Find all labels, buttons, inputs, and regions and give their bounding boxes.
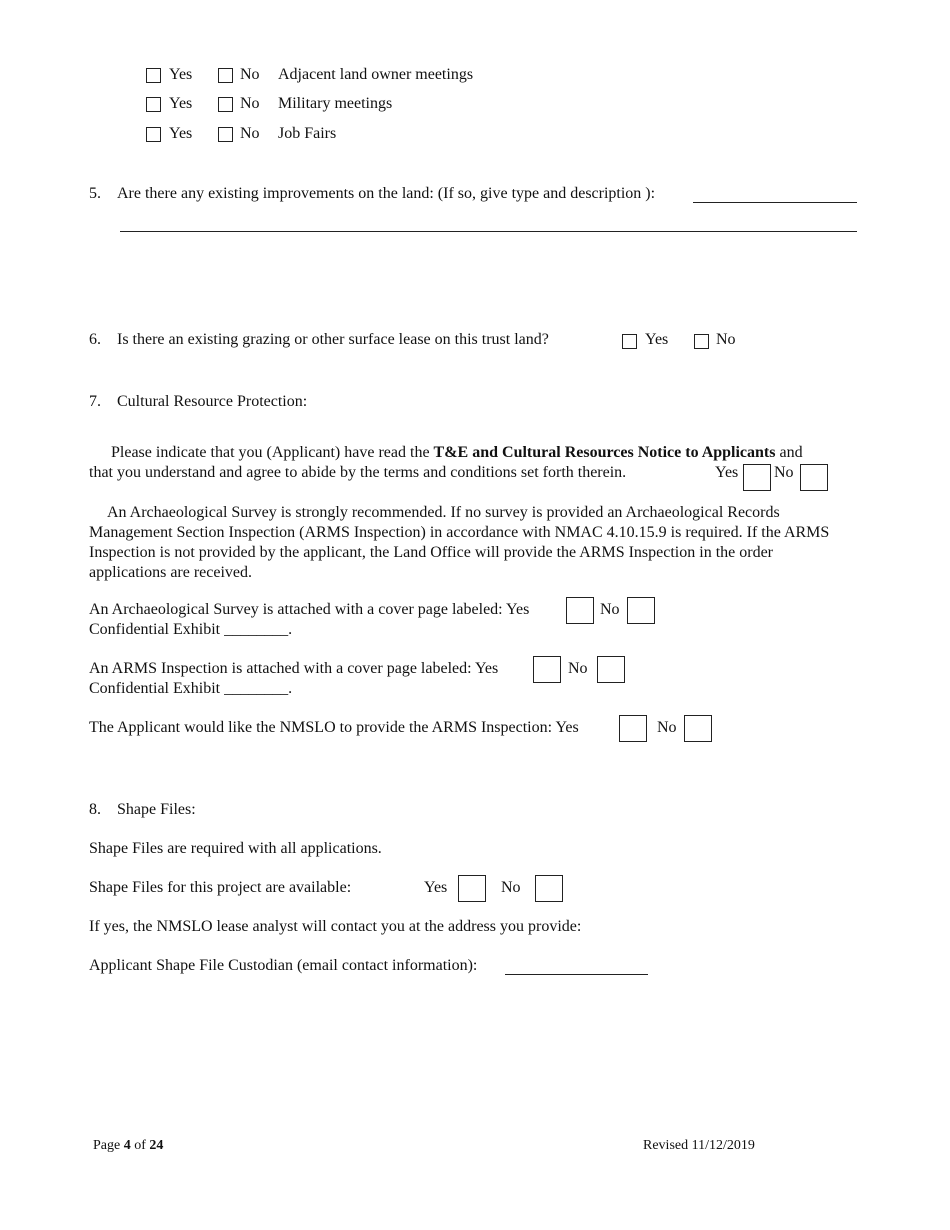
notice-title: T&E and Cultural Resources Notice to Applicants [433,444,776,461]
yes-label: Yes [169,66,193,83]
no-checkbox[interactable] [218,68,233,83]
q8-title: Shape Files: [117,801,196,818]
q7-title: Cultural Resource Protection: [117,393,308,410]
q6-yes-label: Yes [645,331,669,348]
q6-number: 6. [89,331,101,348]
q5-number: 5. [89,185,101,202]
notice-yes-label: Yes [715,464,739,481]
no-checkbox[interactable] [218,97,233,112]
q6-no-label: No [716,331,736,348]
outreach-label: Military meetings [278,95,393,112]
arms-no-label: No [568,660,588,677]
arms-exhibit-text: Confidential Exhibit ________. [89,680,293,697]
page-of: of [130,1138,150,1153]
q8-number: 8. [89,801,101,818]
q6-text: Is there an existing grazing or other surface lease on this trust land? [117,331,549,348]
shape-no-box[interactable] [535,875,563,902]
survey-yes-box[interactable] [566,597,594,624]
notice-no-label: No [774,464,794,481]
contact-text: If yes, the NMSLO lease analyst will contact you at the address you provide: [89,918,582,935]
notice-text-post: and [775,444,803,461]
custodian-email-line[interactable] [505,974,648,975]
page-current: 4 [123,1138,131,1153]
nmslo-yes-box[interactable] [619,715,647,742]
revised-date: Revised 11/12/2019 [643,1138,755,1153]
page-total: 24 [149,1138,164,1153]
no-label: No [240,66,260,83]
no-label: No [240,125,260,142]
shape-yes-label: Yes [424,879,448,896]
q5-answer-line-2[interactable] [120,231,857,232]
q5-text: Are there any existing improvements on the land: (If so, give type and description ): [117,185,656,202]
nmslo-no-box[interactable] [684,715,712,742]
yes-label: Yes [169,125,193,142]
yes-label: Yes [169,95,193,112]
q6-yes-checkbox[interactable] [622,334,637,349]
page-prefix: Page [93,1138,124,1153]
shape-yes-box[interactable] [458,875,486,902]
no-label: No [240,95,260,112]
shape-files-available: Shape Files for this project are available: [89,879,352,896]
arms-yes-box[interactable] [533,656,561,683]
shape-no-label: No [501,879,521,896]
yes-checkbox[interactable] [146,97,161,112]
q6-no-checkbox[interactable] [694,334,709,349]
outreach-label: Job Fairs [278,125,337,142]
page-number [93,1138,163,1154]
no-checkbox[interactable] [218,127,233,142]
nmslo-no-label: No [657,719,677,736]
notice-text-pre: Please indicate that you (Applicant) have read the [111,444,434,461]
survey-exhibit-text: Confidential Exhibit ________. [89,621,293,638]
arms-no-box[interactable] [597,656,625,683]
q7-number: 7. [89,393,101,410]
custodian-label: Applicant Shape File Custodian (email contact information): [89,957,478,974]
yes-checkbox[interactable] [146,127,161,142]
outreach-label: Adjacent land owner meetings [278,66,474,83]
notice-line-1 [111,444,803,462]
notice-no-box[interactable] [800,464,828,491]
notice-yes-box[interactable] [743,464,771,491]
yes-checkbox[interactable] [146,68,161,83]
arms-attached-text: An ARMS Inspection is attached with a cover page labeled: Yes [89,660,499,677]
nmslo-provide-text: The Applicant would like the NMSLO to provide the ARMS Inspection: Yes [89,719,579,736]
q5-answer-line[interactable] [693,202,857,203]
survey-no-label: No [600,601,620,618]
notice-line-2: that you understand and agree to abide by the terms and conditions set forth therein. [89,464,627,481]
survey-paragraph: An Archaeological Survey is strongly recommended. If no survey is provided an Archaeological Records Management Section Inspection (ARMS Inspection) in accordance with NMAC 4.10.15.9 is required. If the ARMS Inspection is not provided by the applicant, the Land Office will provide the ARMS Inspection in the order applications are received. [89,504,830,581]
shape-files-required: Shape Files are required with all applications. [89,840,382,857]
survey-no-box[interactable] [627,597,655,624]
survey-attached-text: An Archaeological Survey is attached with a cover page labeled: Yes [89,601,530,618]
